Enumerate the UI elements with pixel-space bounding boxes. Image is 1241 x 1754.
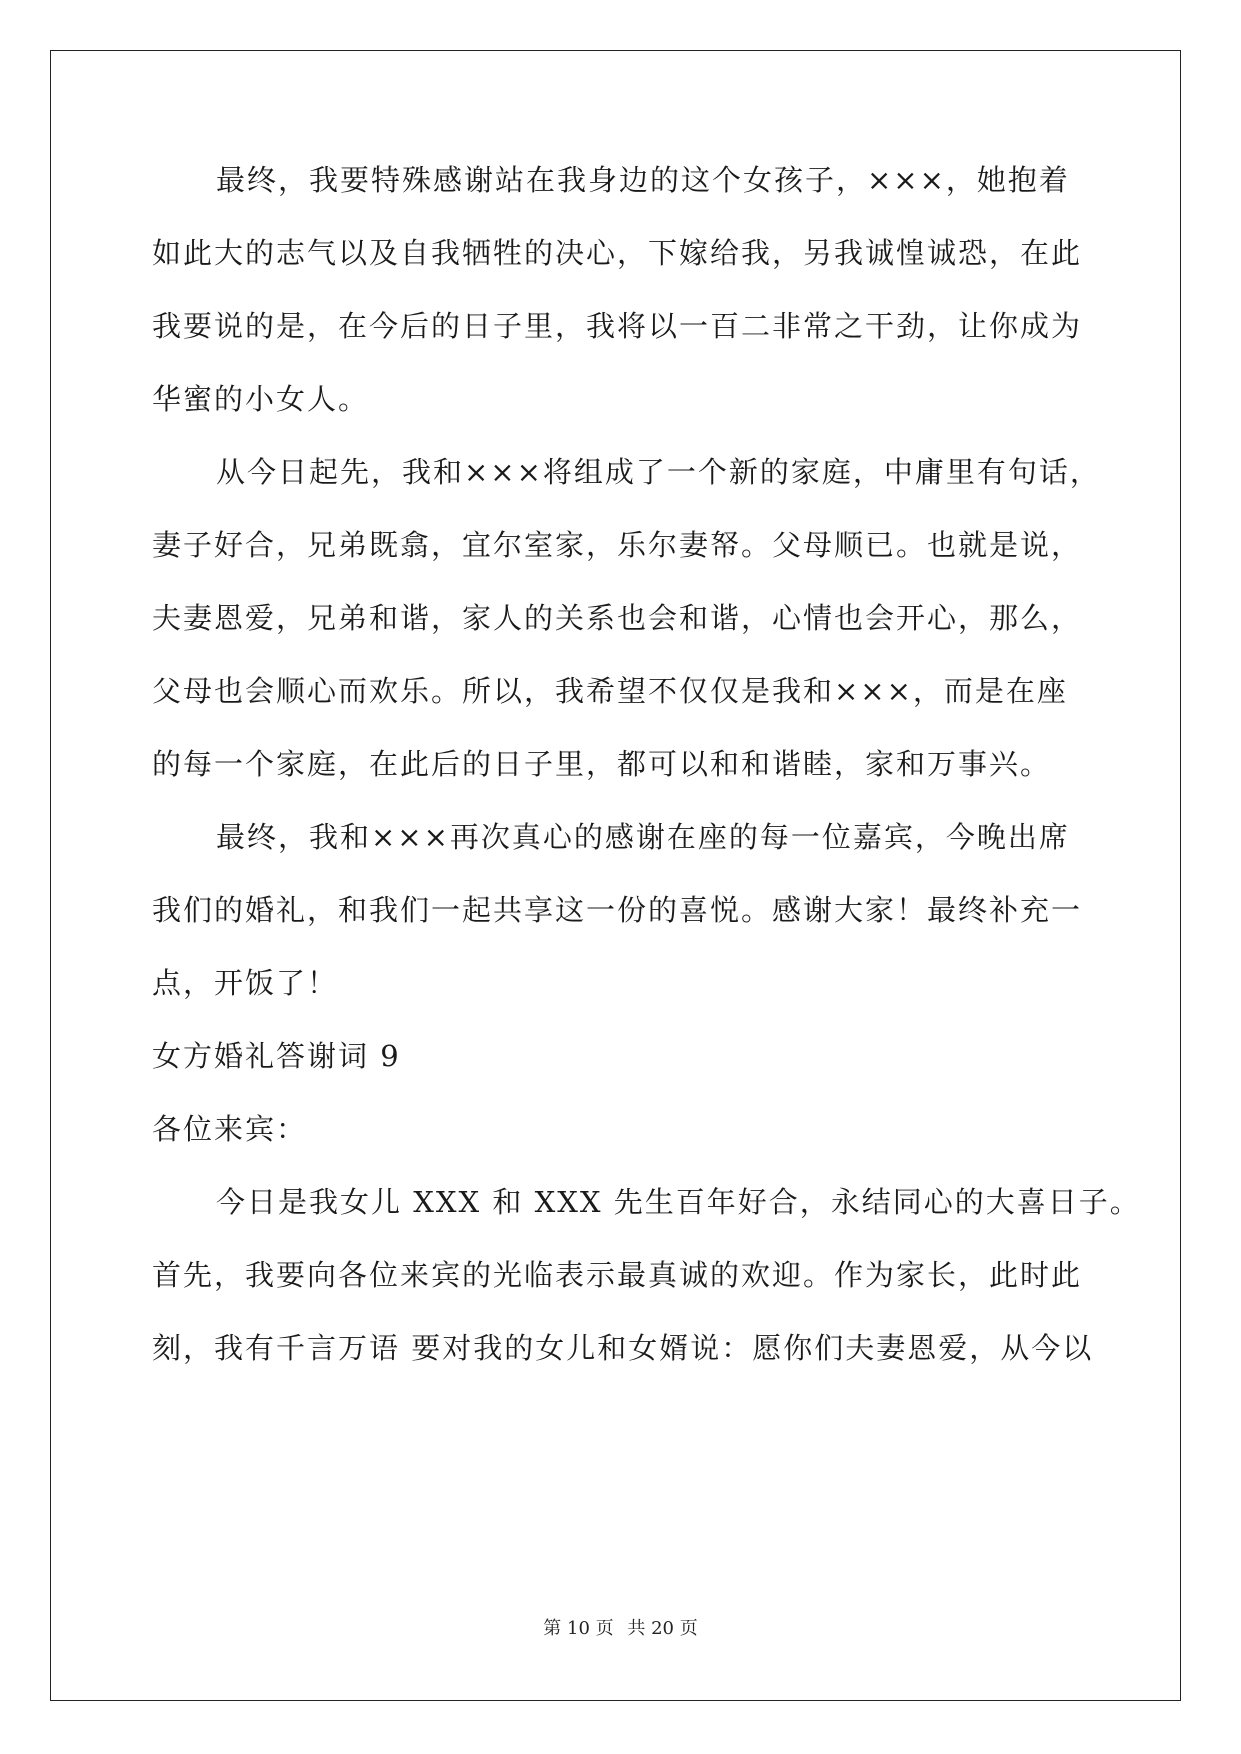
paragraph-2-line-3: 夫妻恩爱，兄弟和谐，家人的关系也会和谐，心情也会开心，那么， (152, 601, 1083, 635)
paragraph-2-line-5: 的每一个家庭，在此后的日子里，都可以和和谐睦，家和万事兴。 (152, 747, 1052, 781)
paragraph-1-line-3: 我要说的是，在今后的日子里，我将以一百二非常之干劲，让你成为 (152, 309, 1083, 343)
paragraph-4-line-1: 今日是我女儿 XXX 和 XXX 先生百年好合，永结同心的大喜日子。 (216, 1185, 1141, 1219)
paragraph-1-line-2: 如此大的志气以及自我牺牲的决心，下嫁给我，另我诚惶诚恐，在此 (152, 236, 1083, 270)
paragraph-3-line-2: 我们的婚礼，和我们一起共享这一份的喜悦。感谢大家！最终补充一 (152, 893, 1083, 927)
paragraph-2-line-1: 从今日起先，我和×××将组成了一个新的家庭，中庸里有句话， (216, 455, 1101, 489)
page-total: 共 20 页 (627, 1618, 698, 1639)
page-border (50, 50, 1181, 1701)
paragraph-2-line-2: 妻子好合，兄弟既翕，宜尔室家，乐尔妻帑。父母顺已。也就是说， (152, 528, 1083, 562)
paragraph-3-line-3: 点，开饭了！ (152, 966, 339, 1000)
paragraph-1-line-4: 华蜜的小女人。 (152, 382, 370, 416)
page-number: 第 10 页 (543, 1618, 614, 1639)
paragraph-2-line-4: 父母也会顺心而欢乐。所以，我希望不仅仅是我和×××，而是在座 (152, 674, 1068, 708)
section-title: 女方婚礼答谢词 9 (152, 1039, 401, 1073)
paragraph-3-line-1: 最终，我和×××再次真心的感谢在座的每一位嘉宾，今晚出席 (216, 820, 1070, 854)
page-footer (0, 1614, 1241, 1640)
paragraph-4-line-2: 首先，我要向各位来宾的光临表示最真诚的欢迎。作为家长，此时此 (152, 1258, 1083, 1292)
salutation: 各位来宾： (152, 1112, 308, 1146)
paragraph-4-line-3: 刻，我有千言万语 要对我的女儿和女婿说：愿你们夫妻恩爱，从今以 (152, 1331, 1094, 1365)
paragraph-1-line-1: 最终，我要特殊感谢站在我身边的这个女孩子，×××，她抱着 (216, 163, 1070, 197)
